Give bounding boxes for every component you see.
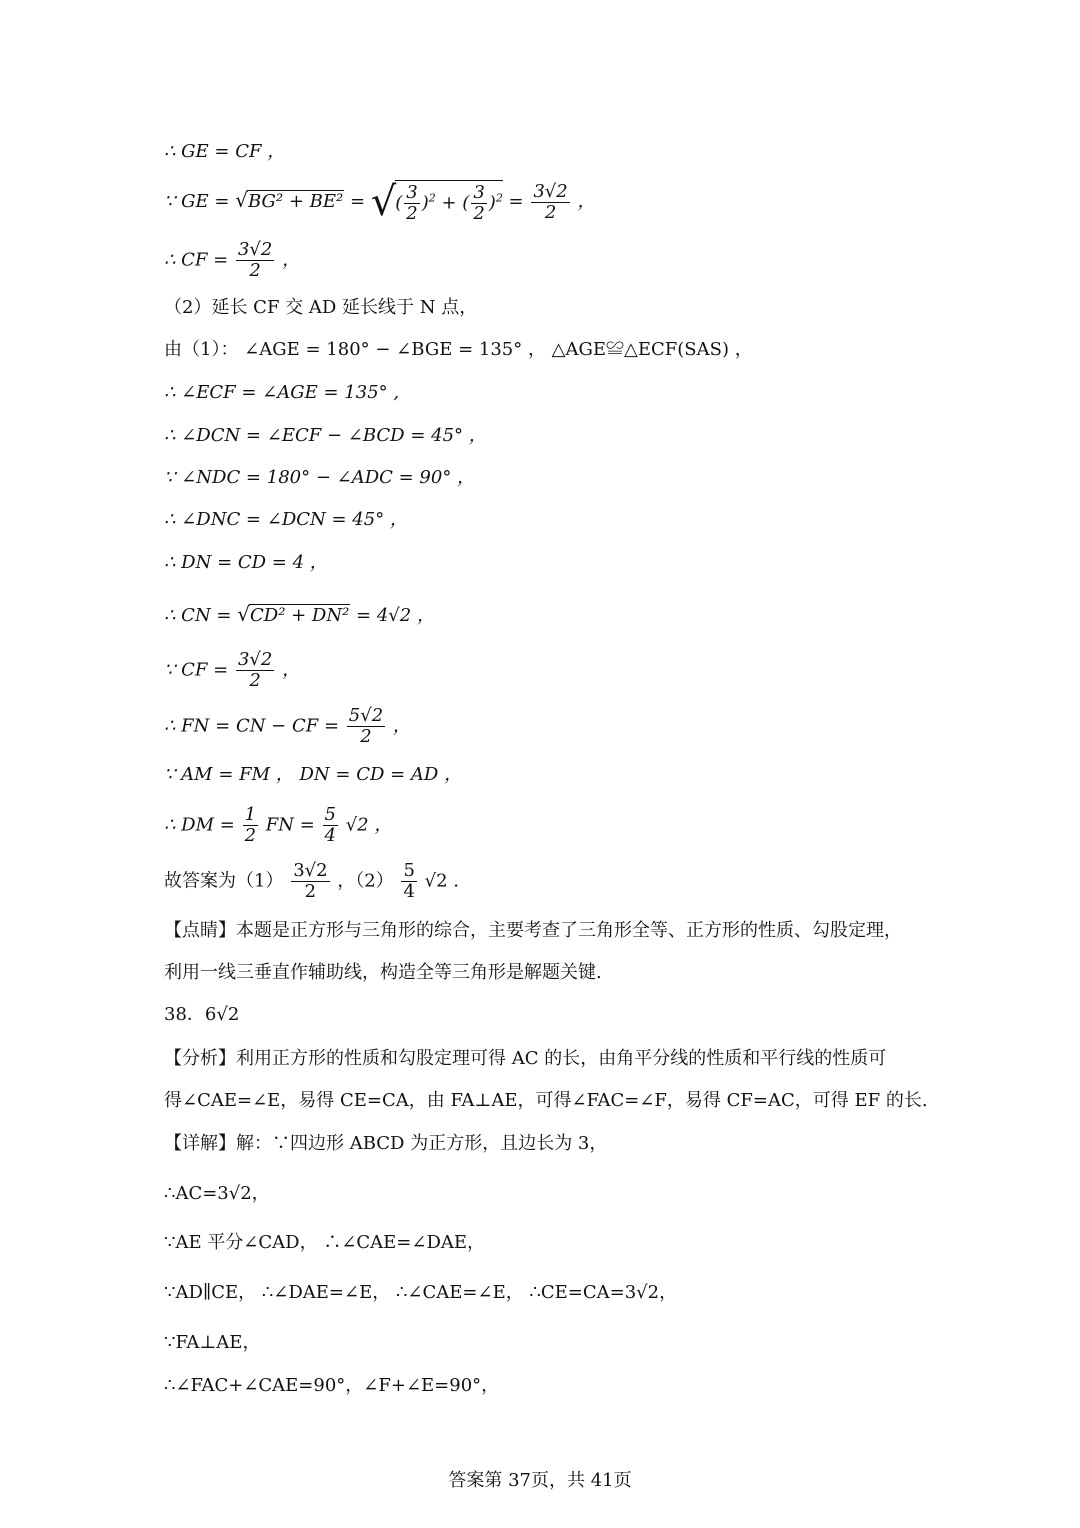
page-footer: 答案第 37页，共 41页 bbox=[448, 1470, 632, 1491]
line-answer: 故答案为（1） $\frac{3√2}{2}$ ，（2） $\frac{5}{4}$ √2 . bbox=[164, 860, 460, 902]
line-am-fm: ∵ AM = FM ， DN = CD = AD ， bbox=[164, 764, 463, 785]
line-dm: ∴ DM = $\frac{1}{2}$ FN = $\frac{5}{4}$ √2 ， bbox=[164, 804, 393, 846]
line-ge-sqrt: ∵ GE = √BG² + BE² = √( $\frac{3}{2}$ )$^2$ + ( $\frac{3}{2}$ )$^2$ = $\frac{3√2}{2}$ ， bbox=[164, 179, 596, 225]
line-ge-cf: ∴ GE = CF ， bbox=[164, 141, 286, 162]
line-part2: （2）延长 CF 交 AD 延长线于 N 点， bbox=[164, 297, 478, 318]
line-q38-answer: 38．6√2 bbox=[164, 1004, 240, 1025]
line-ndc: ∵ ∠NDC = 180° − ∠ADC = 90° ， bbox=[164, 467, 476, 488]
line-ad-ce: ∵AD∥CE， ∴∠DAE=∠E， ∴∠CAE=∠E， ∴CE=CA=3√2， bbox=[164, 1282, 678, 1303]
line-comment-1: 【点睛】本题是正方形与三角形的综合，主要考查了三角形全等、正方形的性质、勾股定理， bbox=[164, 920, 902, 941]
sqrt-fractions: √( $\frac{3}{2}$ )$^2$ + ( $\frac{3}{2}$ )$^2$ bbox=[370, 179, 503, 225]
line-dn-cd: ∴ DN = CD = 4 ， bbox=[164, 552, 328, 573]
line-fn: ∴ FN = CN − CF = $\frac{5√2}{2}$ ， bbox=[164, 705, 411, 747]
line-dcn: ∴ ∠DCN = ∠ECF − ∠BCD = 45° ， bbox=[164, 425, 487, 446]
line-ac: ∴AC=3√2， bbox=[164, 1183, 270, 1204]
line-ae-bisect: ∵AE 平分∠CAD， ∴∠CAE=∠DAE， bbox=[164, 1232, 486, 1253]
line-detail: 【详解】解：∵四边形 ABCD 为正方形，且边长为 3， bbox=[164, 1133, 608, 1154]
line-analysis-1: 【分析】利用正方形的性质和勾股定理可得 AC 的长，由角平分线的性质和平行线的性质可 bbox=[164, 1048, 887, 1069]
line-cn: ∴ CN = √CD² + DN² = 4√2 ， bbox=[164, 602, 435, 626]
line-cf-value: ∴ CF = $\frac{3√2}{2}$ ， bbox=[164, 239, 301, 281]
line-analysis-2: 得∠CAE=∠E，易得 CE=CA，由 FA⊥AE，可得∠FAC=∠F，易得 CF=AC，可得 EF 的长. bbox=[164, 1090, 928, 1111]
line-fac: ∴∠FAC+∠CAE=90°，∠F+∠E=90°， bbox=[164, 1375, 500, 1396]
line-comment-2: 利用一线三垂直作辅助线，构造全等三角形是解题关键. bbox=[164, 962, 602, 983]
line-fa-ae: ∵FA⊥AE， bbox=[164, 1332, 261, 1353]
line-dnc: ∴ ∠DNC = ∠DCN = 45° ， bbox=[164, 509, 408, 530]
line-cf-given: ∵ CF = $\frac{3√2}{2}$ ， bbox=[164, 649, 301, 691]
sqrt-bg-be: √BG² + BE² bbox=[235, 188, 344, 212]
line-ecf: ∴ ∠ECF = ∠AGE = 135° , bbox=[164, 382, 400, 403]
line-from-1: 由（1）： ∠AGE = 180° − ∠BGE = 135° ， △AGE≌△ECF(SAS) ， bbox=[164, 339, 753, 360]
